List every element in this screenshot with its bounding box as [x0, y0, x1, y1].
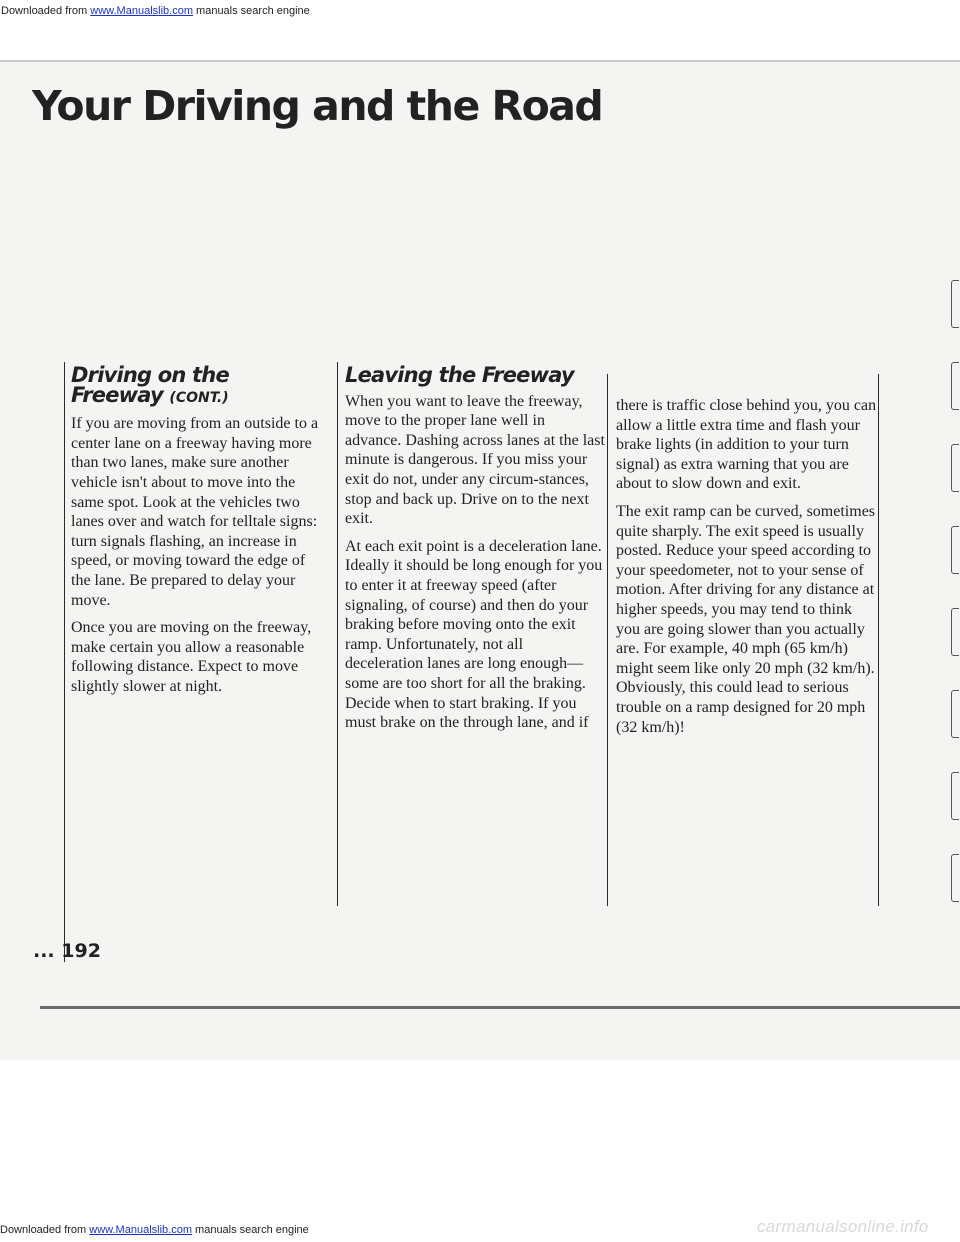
- download-footer-prefix: Downloaded from: [0, 1224, 90, 1236]
- paragraph: If you are moving from an outside to a center lane on a freeway having more than two lanes, make sure another vehicle isn't about to move into the same spot. Look at the vehicles two lanes over and watch for telltale signs: turn signals flashing, an increase in speed, or moving toward the edge of the lane. Be prepared to delay your move.: [71, 415, 319, 609]
- section-tab[interactable]: [951, 772, 959, 820]
- heading-text: Driving on the Freeway: [71, 363, 229, 407]
- download-footer-suffix: manuals search engine: [191, 1224, 309, 1236]
- page-number: ... 192: [33, 940, 101, 962]
- paragraph: When you want to leave the freeway, move to the proper lane well in advance. Dashing across lanes at the last minute is dangerous. If you miss your exit do not, under any circum-stances, stop and back up. Drive on to the next exit.: [345, 392, 605, 528]
- column2-rule: [337, 362, 338, 906]
- column-leaving-freeway: [345, 363, 605, 741]
- top-rule: [0, 60, 960, 62]
- heading-continued: (CONT.): [169, 389, 229, 406]
- manualslib-link[interactable]: www.Manualslib.com: [90, 5, 193, 17]
- paragraph: there is traffic close behind you, you can allow a little extra time and flash your brake lights (in addition to your turn signal) as extra warning that you are about to slow down and exit.: [616, 397, 877, 493]
- site-watermark: carmanualsonline.info: [757, 1217, 929, 1236]
- paragraph: The exit ramp can be curved, sometimes quite sharply. The exit speed is usually posted. Reduce your speed according to your speedometer, not to your sense of motion. After driving for any distance at higher speeds, you may tend to think you are going slower than you actually are. For example, 40 mph (65 km/h) might seem like only 20 mph (32 km/h). Obviously, this could lead to serious trouble on a ramp designed for 20 mph (32 km/h)!: [616, 502, 876, 736]
- download-footer: [0, 1224, 309, 1236]
- page-title: Your Driving and the Road: [32, 82, 603, 130]
- section-tab[interactable]: [951, 362, 959, 410]
- section-tab[interactable]: [951, 526, 959, 574]
- section-tab[interactable]: [951, 608, 959, 656]
- section-tab[interactable]: [951, 854, 959, 902]
- section-tabs: [951, 60, 960, 960]
- section-tab[interactable]: [951, 690, 959, 738]
- column3-right-rule: [878, 374, 879, 906]
- section-heading-driving-on-freeway: [71, 363, 321, 408]
- section-tab[interactable]: [951, 280, 959, 328]
- paragraph: At each exit point is a deceleration lane. Ideally it should be long enough for you to enter it at freeway speed (after signaling, of course) and then do your braking before moving onto the exit ramp. Unfortunately, not all deceleration lanes are long enough—some are too short for all the braking. Decide when to start braking. If you must brake on the through lane, and if: [345, 537, 603, 732]
- bottom-rule: [40, 1006, 960, 1009]
- column3-rule: [607, 374, 608, 906]
- section-tab[interactable]: [951, 444, 959, 492]
- download-banner-suffix: manuals search engine: [192, 5, 310, 17]
- column1-rule: [64, 362, 65, 962]
- column-driving-on-freeway: [71, 363, 321, 705]
- manual-page: [0, 60, 960, 1060]
- section-heading-leaving-freeway: Leaving the Freeway: [345, 363, 574, 387]
- manualslib-footer-link[interactable]: www.Manualslib.com: [89, 1224, 192, 1236]
- download-banner-prefix: Downloaded from: [1, 5, 91, 17]
- paragraph: Once you are moving on the freeway, make certain you allow a reasonable following distance. Expect to move slightly slower at night.: [71, 619, 312, 695]
- column-leaving-freeway-continued: [616, 396, 878, 745]
- download-banner: [0, 0, 960, 20]
